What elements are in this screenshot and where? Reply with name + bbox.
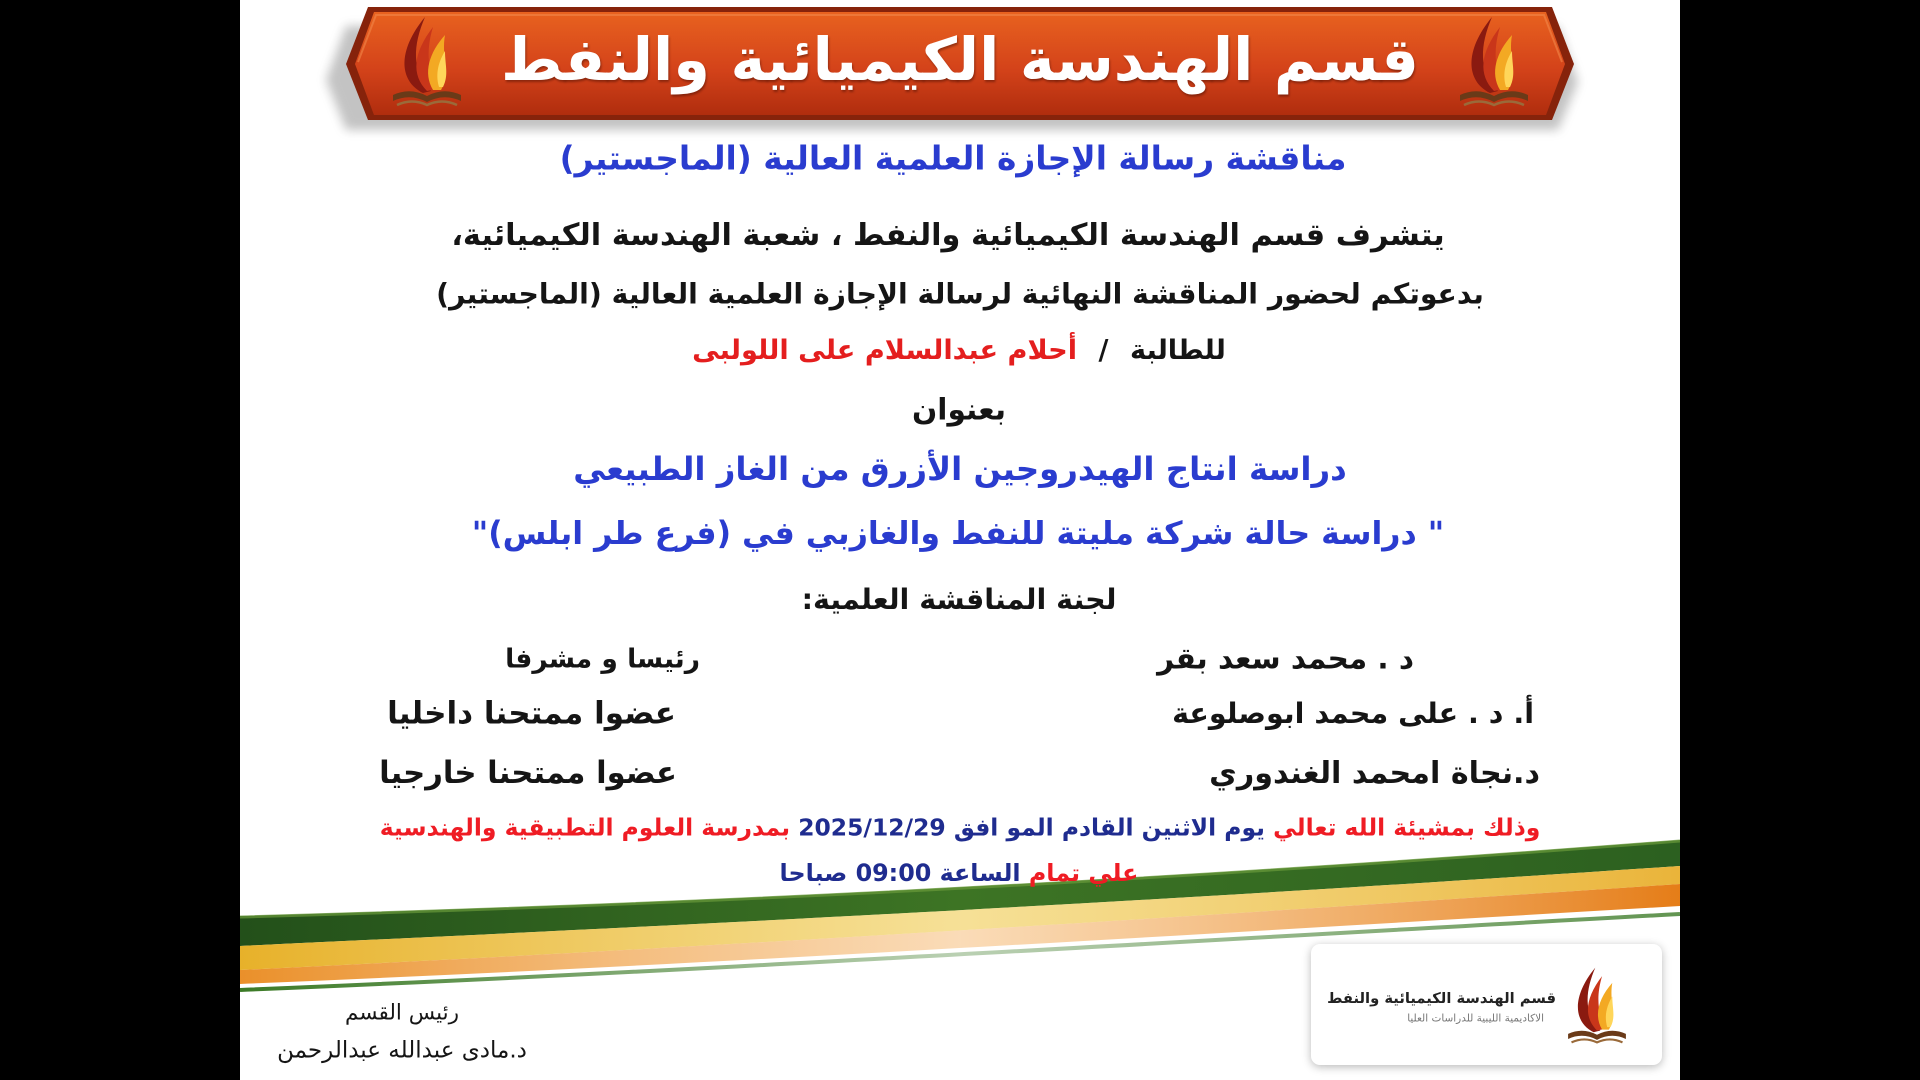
committee-member-name: د.نجاة امحمد الغندوري (1209, 756, 1540, 792)
schedule-line-2 (780, 859, 1139, 889)
committee-member-name: د . محمد سعد بقر (1157, 641, 1414, 676)
department-logo-card (1311, 944, 1662, 1065)
logo-card-title: قسم الهندسة الكيميائية والنفط (1327, 989, 1556, 1007)
schedule-time-segment: الساعة 09:00 صباحا (779, 859, 1021, 888)
title-label: بعنوان (912, 391, 1006, 427)
department-head-name: د.مادى عبدالله عبدالرحمن (277, 1037, 527, 1064)
schedule-segment: علي تمام (1028, 859, 1139, 888)
student-line (692, 334, 1226, 368)
schedule-segment: وذلك بمشيئة الله تعالي (1273, 813, 1541, 842)
student-name: أحلام عبدالسلام على اللولبى (692, 334, 1078, 366)
student-label: للطالبة (1129, 334, 1226, 366)
schedule-date-segment: يوم الاثنين القادم المو افق 2025/12/29 (798, 813, 1265, 842)
invitation-line-2: بدعوتكم لحضور المناقشة النهائية لرسالة الإجازة العلمية العالية (الماجستير) (436, 277, 1484, 311)
schedule-venue-segment: بمدرسة العلوم التطبيقية والهندسية (379, 813, 791, 842)
department-title: قسم الهندسة الكيميائية والنفط (501, 25, 1419, 95)
thesis-title-line-2: " دراسة حالة شركة مليتة للنفط والغازبي في (فرع طر ابلس)" (471, 516, 1445, 553)
committee-member-name: أ. د . على محمد ابوصلوعة (1172, 697, 1534, 731)
committee-heading: لجنة المناقشة العلمية: (801, 583, 1117, 617)
student-separator: / (1098, 334, 1109, 366)
thesis-title-line-1: دراسة انتاج الهيدروجين الأزرق من الغاز الطبيعي (573, 449, 1347, 488)
committee-member-role: رئيسا و مشرفا (505, 643, 700, 675)
logo-card-subtitle: الاكاديمية الليبية للدراسات العليا (1407, 1012, 1544, 1025)
invitation-line-1: يتشرف قسم الهندسة الكيميائية والنفط ، شعبة الهندسة الكيميائية، (451, 218, 1445, 254)
announcement-heading: مناقشة رسالة الإجازة العلمية العالية (الماجستير) (559, 139, 1347, 178)
department-head-title: رئيس القسم (345, 1000, 459, 1026)
flame-book-logo-icon (1563, 964, 1631, 1046)
committee-member-role: عضوا ممتحنا داخليا (387, 695, 676, 732)
committee-member-role: عضوا ممتحنا خارجيا (379, 755, 677, 791)
announcement-slide (240, 0, 1680, 1080)
schedule-line-1 (380, 813, 1541, 842)
